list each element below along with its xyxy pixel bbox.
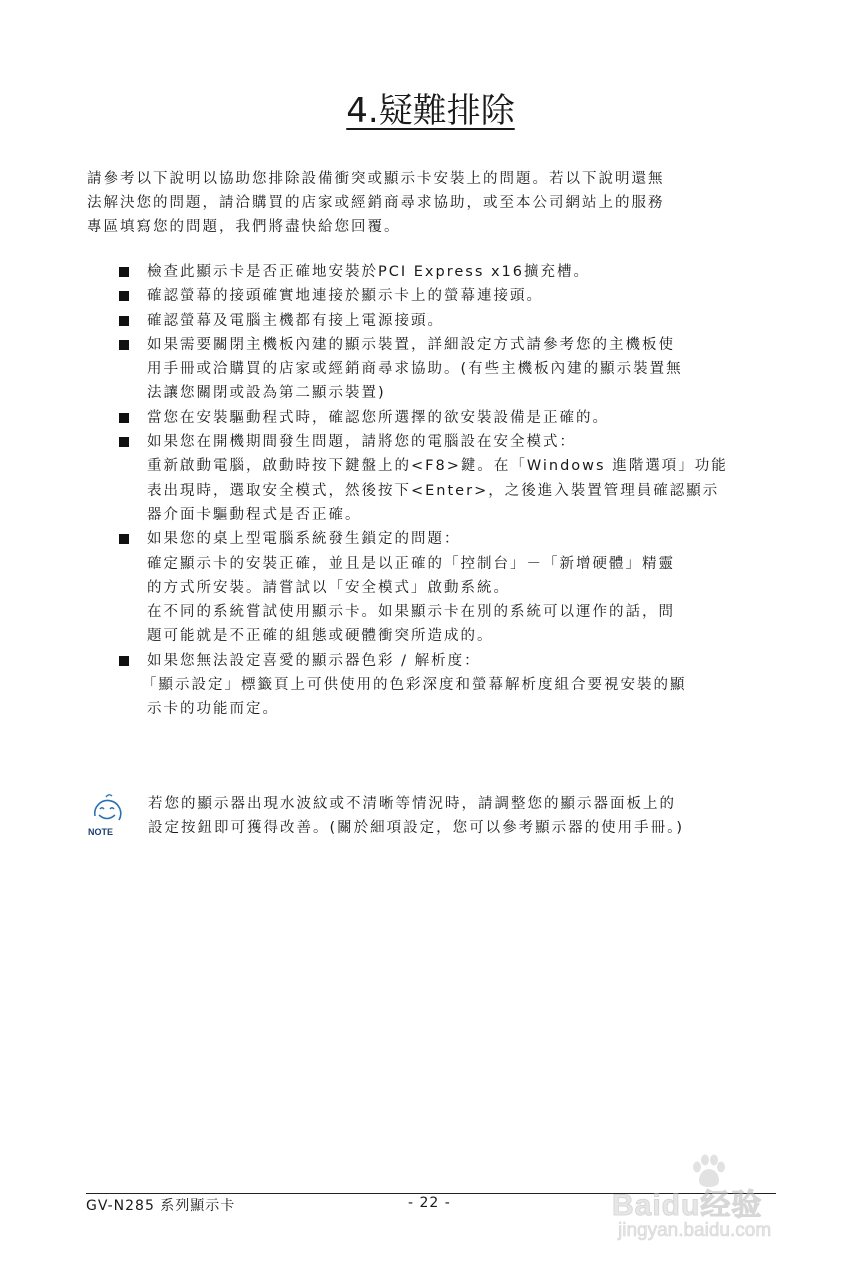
list-item-text: 在不同的系統嘗試使用顯示卡。如果顯示卡在別的系統可以運作的話，問 bbox=[147, 604, 675, 621]
list-item-text: 法讓您關閉或設為第二顯示裝置) bbox=[147, 385, 386, 402]
list-item-text: 用手冊或洽購買的店家或經銷商尋求協助。(有些主機板內建的顯示裝置無 bbox=[147, 361, 683, 378]
intro-line: 請參考以下說明以協助您排除設備衝突或顯示卡安裝上的問題。若以下說明還無 bbox=[87, 171, 665, 187]
list-item bbox=[119, 284, 779, 308]
watermark bbox=[612, 1152, 812, 1252]
list-item-text: 器介面卡驅動程式是否正確。 bbox=[147, 506, 362, 523]
list-item bbox=[119, 527, 779, 648]
intro-line: 法解決您的問題，請洽購買的店家或經銷商尋求協助，或至本公司網站上的服務 bbox=[87, 195, 665, 211]
bullet-square-icon bbox=[119, 316, 129, 326]
bullet-square-icon bbox=[119, 267, 129, 277]
page-title bbox=[0, 88, 861, 134]
note-box bbox=[86, 792, 786, 852]
list-item-text: 題可能就是不正確的組態或硬體衝突所造成的。 bbox=[147, 628, 494, 645]
list-item bbox=[119, 649, 779, 722]
list-item-text: 當您在安裝驅動程式時，確認您所選擇的欲安裝設備是正確的。 bbox=[147, 409, 609, 426]
bullet-square-icon bbox=[119, 340, 129, 350]
list-item-text: 重新啟動電腦，啟動時按下鍵盤上的<F8>鍵。在「Windows 進階選項」功能 bbox=[147, 458, 728, 475]
bullet-square-icon bbox=[119, 656, 129, 666]
list-item bbox=[119, 309, 779, 333]
intro-line: 專區填寫您的問題，我們將盡快給您回覆。 bbox=[87, 219, 401, 235]
bullet-square-icon bbox=[119, 291, 129, 301]
list-item-text: 的方式所安裝。請嘗試以「安全模式」啟動系統。 bbox=[147, 579, 510, 596]
note-text bbox=[148, 792, 788, 840]
note-icon-label: NOTE bbox=[88, 827, 114, 837]
list-item bbox=[119, 333, 779, 406]
footer-product-name: GV-N285 系列顯示卡 bbox=[86, 1198, 236, 1214]
list-item-text: 確定顯示卡的安裝正確，並且是以正確的「控制台」－「新增硬體」精靈 bbox=[147, 555, 675, 572]
list-item-text: 檢查此顯示卡是否正確地安裝於PCI Express x16擴充槽。 bbox=[147, 264, 591, 280]
troubleshooting-list bbox=[119, 260, 779, 722]
list-item-text: 如果需要關閉主機板內建的顯示裝置，詳細設定方式請參考您的主機板使 bbox=[147, 336, 675, 353]
list-item-text: 確認螢幕的接頭確實地連接於顯示卡上的螢幕連接頭。 bbox=[147, 288, 543, 305]
note-line: 設定按鈕即可獲得改善。(關於細項設定，您可以參考顯示器的使用手冊。) bbox=[148, 820, 685, 836]
bullet-square-icon bbox=[119, 437, 129, 447]
list-item-text: 如果您的桌上型電腦系統發生鎖定的問題： bbox=[147, 531, 461, 548]
note-smiley-icon bbox=[86, 792, 130, 840]
footer-page-number: - 22 - bbox=[408, 1195, 451, 1211]
intro-paragraph bbox=[87, 167, 777, 239]
list-item bbox=[119, 430, 779, 527]
page-title-text: 4.疑難排除 bbox=[346, 91, 515, 131]
watermark-brand: Baidu经验 bbox=[612, 1189, 763, 1222]
list-item-text: 示卡的功能而定。 bbox=[147, 701, 279, 718]
list-item-text: 「顯示設定」標籤頁上可供使用的色彩深度和螢幕解析度組合要視安裝的顯 bbox=[142, 677, 687, 694]
list-item bbox=[119, 406, 779, 430]
list-item bbox=[119, 260, 779, 284]
bullet-square-icon bbox=[119, 534, 129, 544]
watermark-url: jingyan.baidu.com bbox=[618, 1220, 772, 1241]
bullet-square-icon bbox=[119, 413, 129, 423]
list-item-text: 確認螢幕及電腦主機都有接上電源接頭。 bbox=[147, 312, 444, 329]
list-item-text: 如果您無法設定喜愛的顯示器色彩 / 解析度： bbox=[147, 652, 481, 669]
note-line: 若您的顯示器出現水波紋或不清晰等情況時，請調整您的顯示器面板上的 bbox=[148, 796, 676, 812]
list-item-text: 表出現時，選取安全模式，然後按下<Enter>，之後進入裝置管理員確認顯示 bbox=[147, 482, 720, 499]
list-item-text: 如果您在開機期間發生問題，請將您的電腦設在安全模式： bbox=[147, 434, 576, 451]
